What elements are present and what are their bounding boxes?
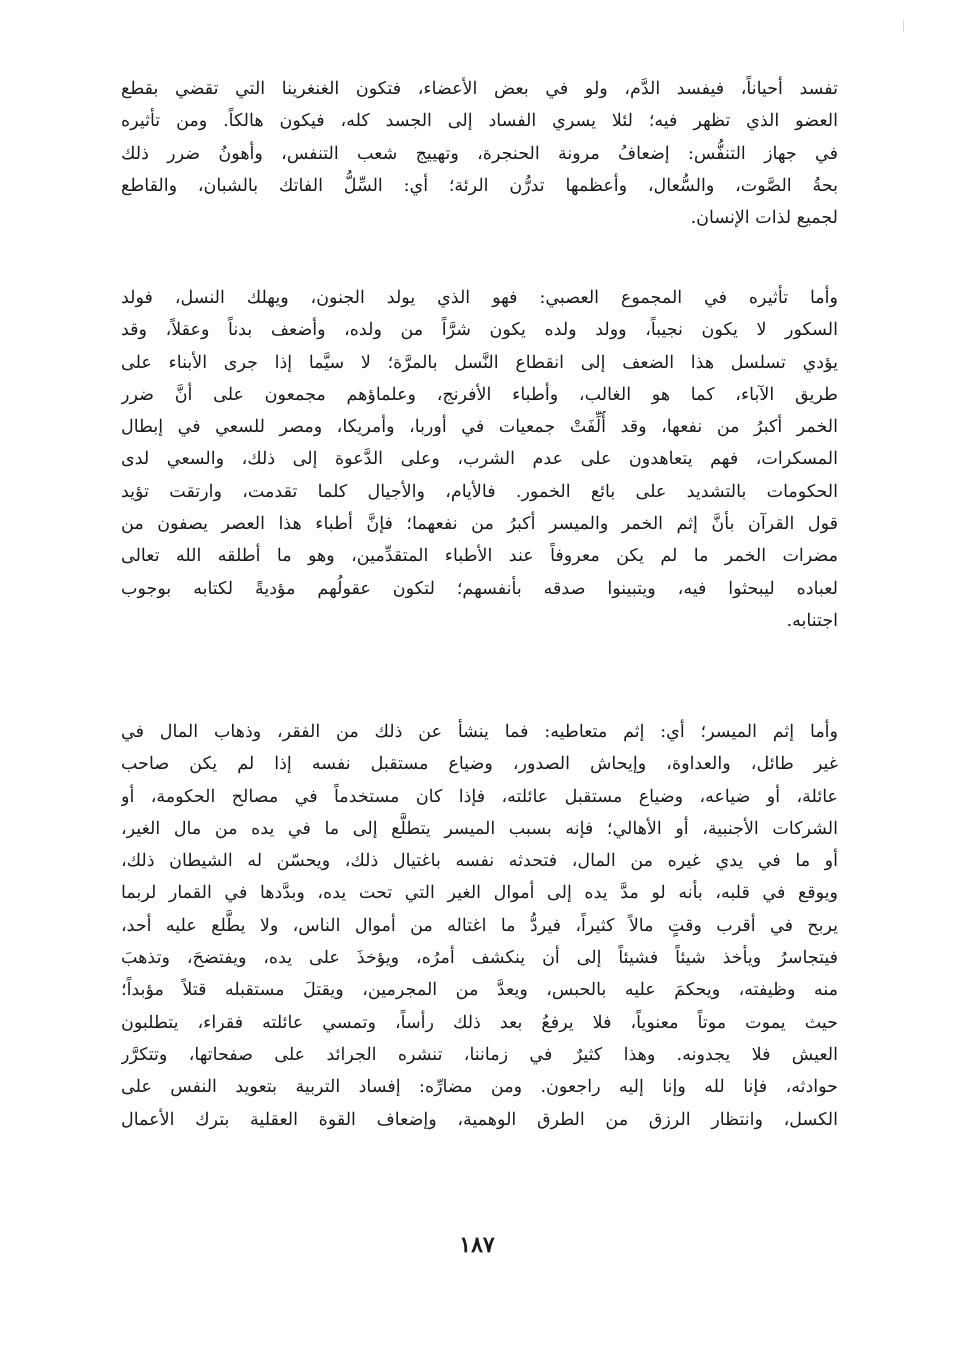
- text-line: تفسد أحياناً، فيفسد الدَّم، ولو في بعض الأعضاء، فتكون الغنغرينا التي تقضي بقطع: [121, 79, 838, 99]
- text-line: المسكرات، فهم يتعاهدون على عدم الشرب، وعلى الدَّعوة إلى ذلك، والسعي لدى: [121, 449, 838, 470]
- text-line: يربح في أقرب وقتٍ مالاً كثيراً، فيردُّ ما اغتاله من أموال الناس، ولا يطَّلع عليه أحد،: [121, 915, 838, 936]
- text-line: العيش فلا يجدونه. وهذا كثيرٌ في زماننا، تنشره الجرائد على صفحاتها، وتتكرَّر: [121, 1044, 838, 1065]
- text-line: اجتنابه.: [786, 610, 838, 631]
- text-line: قول القرآن بأنَّ إثم الخمر والميسر أكبرُ من نفعهما؛ فإنَّ أطباء هذا العصر يصفون من: [121, 514, 838, 535]
- text-line: حوادثه، فإنا لله وإنا إليه راجعون. ومن مضارِّه: إفساد التربية بتعويد النفس على: [121, 1077, 838, 1098]
- text-line: الكسل، وانتظار الرزق من الطرق الوهمية، وإضعاف القوة العقلية بترك الأعمال: [121, 1109, 838, 1130]
- paragraph-3: [121, 716, 838, 1136]
- text-line: الخمر أكبرُ من نفعها، وقد أُلِّفَتْ جمعيات في أوربا، وأمريكا، ومصر للسعي في إبطال: [121, 417, 838, 438]
- text-line: منه وظيفته، ويحكمَ عليه بالحبس، ويعدَّ من المجرمين، ويقتلَ مستقبله قتلاً مؤبداً؛: [121, 980, 838, 1001]
- text-line: طريق الآباء، كما هو الغالب، وأطباء الأفرنج، وعلماؤهم مجمعون على أنَّ ضرر: [121, 384, 838, 405]
- text-line: الشركات الأجنبية، أو الأهالي؛ فإنه بسبب الميسر يتطلَّع إلى ما في يده من مال الغير،: [121, 818, 838, 839]
- text-line: في جهاز التنفُّس: إضعافُ مرونة الحنجرة، وتهييج شعب التنفس، وأهونُ ضرر ذلك: [121, 143, 838, 164]
- text-line: الحكومات بالتشديد على بائع الخمور. فالأيام، والأجيال كلما تقدمت، وارتقت تؤيد: [121, 481, 838, 502]
- text-line: لعباده ليبحثوا فيه، ويتبينوا صدقه بأنفسهم؛ لتكون عقولُهم مؤديةً لكتابه بوجوب: [121, 578, 838, 599]
- scan-mark: [903, 20, 904, 32]
- text-line: حيث يموت موتاً معنوياً، فلا يرفعُ بعد ذلك رأساً، وتمسي عائلته فقراء، يتطلبون: [121, 1012, 838, 1033]
- paragraph-1: [121, 73, 838, 234]
- text-line: ويوقع في قلبه، بأنه لو مدَّ يده إلى أموال الغير التي تحت يده، وبدَّدها في القمار لربما: [121, 883, 838, 904]
- text-line: العضو الذي تظهر فيه؛ لئلا يسري الفساد إلى الجسد كله، فيكون هالكاً. ومن تأثيره: [121, 111, 838, 132]
- text-line: بحةُ الصَّوت، والسُّعال، وأعظمها تدرُّن الرئة؛ أي: السِّلُّ الفاتك بالشبان، والقاطع: [121, 175, 838, 196]
- text-line: غير طائل، والعداوة، وإيحاش الصدور، وضياع مستقبل نفسه إذا لم يكن صاحب: [121, 754, 838, 775]
- page-number: ١٨٧: [459, 1232, 495, 1258]
- text-line: عائلة، أو ضياعه، وضياع مستقبل عائلته، فإذا كان مستخدماً في مصالح الحكومة، أو: [121, 786, 838, 807]
- text-line: مضرات الخمر ما لم يكن معروفاً عند الأطباء المتقدِّمين، وهو ما أطلقه الله تعالى: [121, 546, 838, 567]
- paragraph-2: [121, 282, 838, 637]
- text-line: يؤدي تسلسل هذا الضعف إلى انقطاع النَّسل بالمرَّة؛ لا سيَّما إذا جرى الأبناء على: [121, 352, 838, 373]
- text-line: وأما تأثيره في المجموع العصبي: فهو الذي يولد الجنون، ويهلك النسل، فولد: [121, 288, 838, 308]
- text-line: السكور لا يكون نجيباً، وولد ولده يكون شرَّاً من ولده، وأضعف بدناً وعقلاً، وقد: [121, 320, 838, 341]
- text-line: فيتجاسرُ ويأخذ شيئاً فشيئاً إلى أن ينكشف أمرُه، ويؤخذَ على يده، ويفتضحَ، وتذهبَ: [121, 948, 838, 969]
- text-line: أو ما في يدي غيره من المال، فتحدثه نفسه باغتيال ذلك، ويحسّن له الشيطان ذلك،: [121, 851, 838, 872]
- text-line: وأما إثم الميسر؛ أي: إثم متعاطيه: فما ينشأ عن ذلك من الفقر، وذهاب المال في: [121, 722, 838, 742]
- text-line: لجميع لذات الإنسان.: [690, 208, 838, 229]
